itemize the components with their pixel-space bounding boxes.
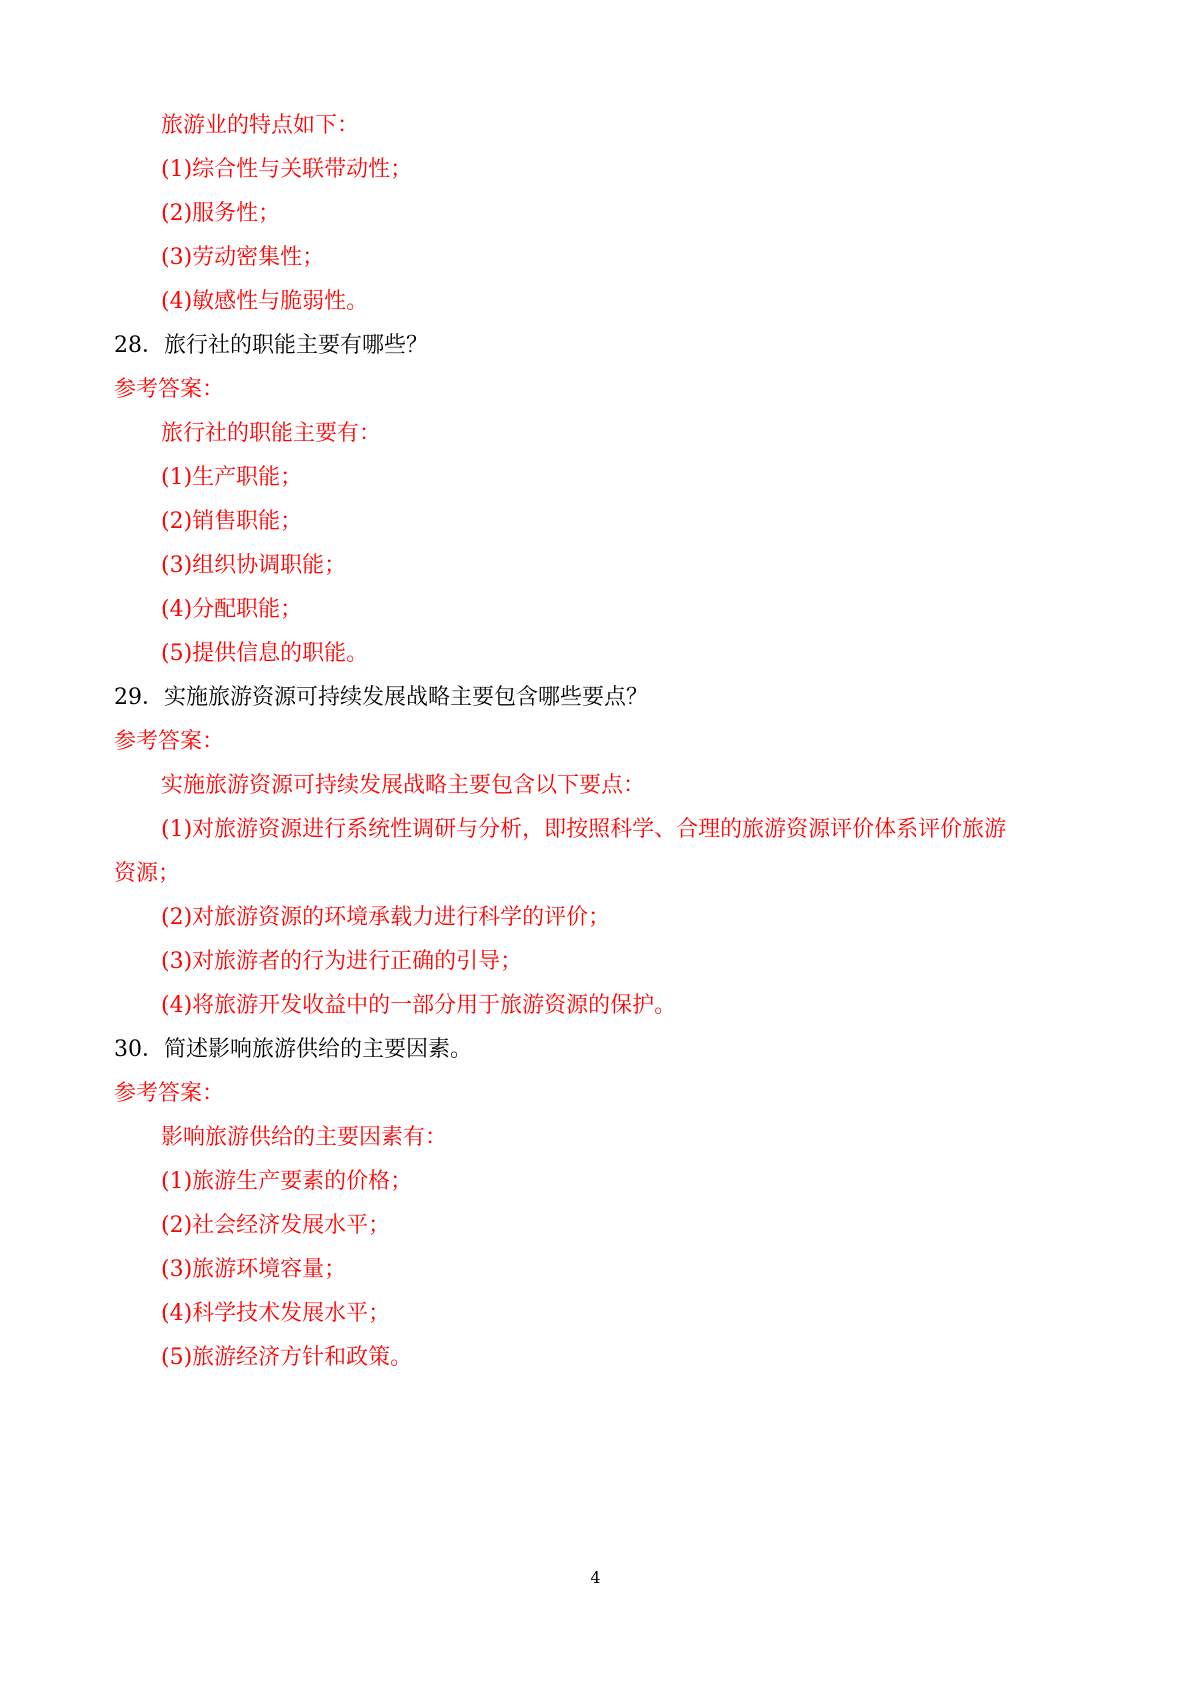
answer-line: (4)科学技术发展水平； [161, 1301, 391, 1326]
answer-line: (4)分配职能； [161, 597, 303, 622]
answer-line: (2)对旅游资源的环境承载力进行科学的评价； [161, 905, 611, 930]
answer-line: (2)服务性； [161, 201, 281, 226]
answer-line: (1)生产职能； [161, 465, 303, 490]
answer-line: (4)敏感性与脆弱性。 [161, 289, 369, 314]
answer-label: 参考答案： [114, 377, 225, 402]
page-number: 4 [590, 1568, 601, 1587]
question-29: 29．实施旅游资源可持续发展战略主要包含哪些要点？ [114, 685, 648, 710]
question-30: 30．简述影响旅游供给的主要因素。 [114, 1037, 472, 1062]
answer-line: (1)综合性与关联带动性； [161, 157, 413, 182]
answer-line: (3)对旅游者的行为进行正确的引导； [161, 949, 523, 974]
answer-line: 实施旅游资源可持续发展战略主要包含以下要点： [161, 773, 646, 798]
answer-line: (2)销售职能； [161, 509, 303, 534]
answer-line: (5)提供信息的职能。 [161, 641, 369, 666]
answer-line: (1)旅游生产要素的价格； [161, 1169, 413, 1194]
answer-label: 参考答案： [114, 729, 225, 754]
answer-line: (5)旅游经济方针和政策。 [161, 1345, 413, 1370]
answer-line: (3)旅游环境容量； [161, 1257, 347, 1282]
answer-label: 参考答案： [114, 1081, 225, 1106]
answer-line: 旅行社的职能主要有： [161, 421, 382, 446]
answer-line: (1)对旅游资源进行系统性调研与分析，即按照科学、合理的旅游资源评价体系评价旅游 [161, 817, 1007, 842]
answer-line: (3)劳动密集性； [161, 245, 325, 270]
answer-line: (4)将旅游开发收益中的一部分用于旅游资源的保护。 [161, 993, 677, 1018]
answer-line: 旅游业的特点如下： [161, 113, 360, 138]
answer-line: (3)组织协调职能； [161, 553, 347, 578]
question-28: 28．旅行社的职能主要有哪些？ [114, 333, 428, 358]
answer-line: 影响旅游供给的主要因素有： [161, 1125, 448, 1150]
answer-line: 资源； [114, 861, 181, 886]
answer-line: (2)社会经济发展水平； [161, 1213, 391, 1238]
